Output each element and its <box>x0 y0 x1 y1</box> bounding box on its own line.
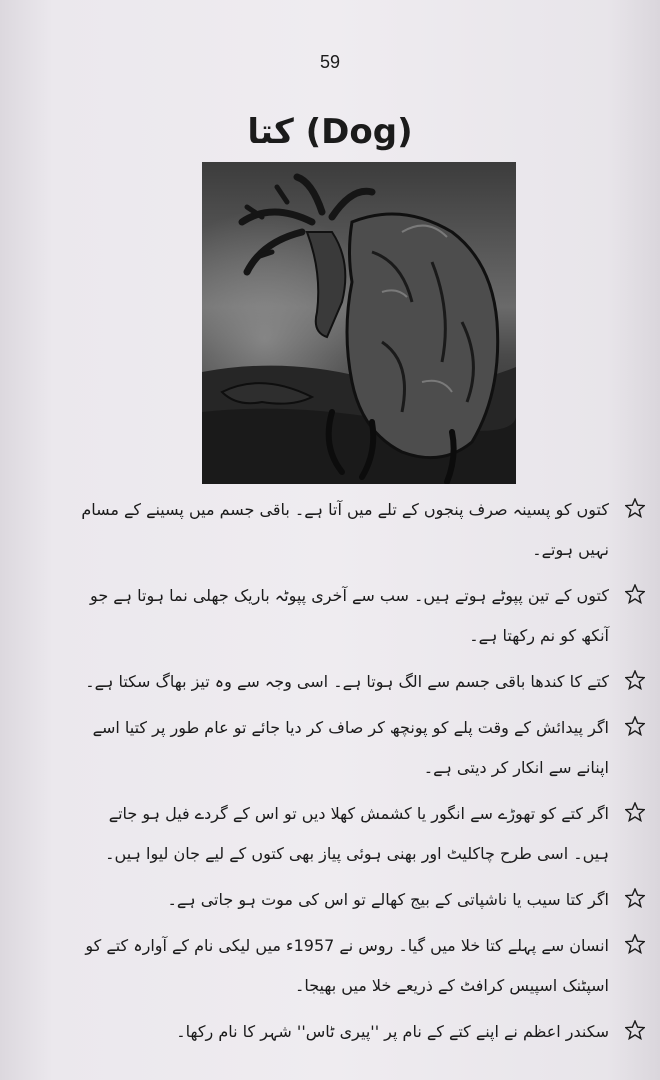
star-icon <box>625 888 645 908</box>
fact-text: کتوں کو پسینہ صرف پنجوں کے تلے میں آتا ہے۔ باقی جسم میں پسینے کے مسام نہیں ہوتے۔ <box>81 500 609 559</box>
star-icon <box>625 934 645 954</box>
illustration-image <box>202 162 516 484</box>
fact-text: کتوں کے تین پپوٹے ہوتے ہیں۔ سب سے آخری پپوٹہ باریک جھلی نما ہوتا ہے جو آنکھ کو نم رکھتا ہے۔ <box>90 586 609 645</box>
list-item <box>70 1012 645 1052</box>
list-item <box>70 926 645 1006</box>
fact-text: اگر کتے کو تھوڑے سے انگور یا کشمش کھلا دیں تو اس کے گردے فیل ہو جاتے ہیں۔ اسی طرح چاکلیٹ اور بھنی ہوئی پیاز بھی کتوں کے لیے جان لیوا ہیں۔ <box>105 804 609 863</box>
star-icon <box>625 1020 645 1040</box>
fact-text: سکندر اعظم نے اپنے کتے کے نام پر ''پیری ٹاس'' شہر کا نام رکھا۔ <box>176 1022 609 1041</box>
star-icon <box>625 498 645 518</box>
page-number: 59 <box>319 52 341 72</box>
list-item <box>70 708 645 788</box>
page-title: کتا (Dog) <box>247 112 413 152</box>
list-item <box>70 662 645 702</box>
fact-text: انسان سے پہلے کتا خلا میں گیا۔ روس نے 1957ء میں لیکی نام کے آوارہ کتے کو اسپٹنک اسپیس کرافٹ کے ذریعے خلا میں بھیجا۔ <box>85 936 609 995</box>
star-icon <box>625 584 645 604</box>
facts-list <box>70 490 645 1058</box>
fact-text: کتے کا کندھا باقی جسم سے الگ ہوتا ہے۔ اسی وجہ سے وہ تیز بھاگ سکتا ہے۔ <box>85 672 609 691</box>
list-item <box>70 490 645 570</box>
list-item <box>70 794 645 874</box>
fact-text: اگر پیدائش کے وقت پلے کو پونچھ کر صاف کر دیا جائے تو عام طور پر کتیا اسے اپنانے سے انکار کر دیتی ہے۔ <box>92 718 609 777</box>
fact-text: اگر کتا سیب یا ناشپاتی کے بیج کھالے تو اس کی موت ہو جاتی ہے۔ <box>167 890 609 909</box>
list-item <box>70 880 645 920</box>
star-icon <box>625 802 645 822</box>
list-item <box>70 576 645 656</box>
star-icon <box>625 670 645 690</box>
star-icon <box>625 716 645 736</box>
